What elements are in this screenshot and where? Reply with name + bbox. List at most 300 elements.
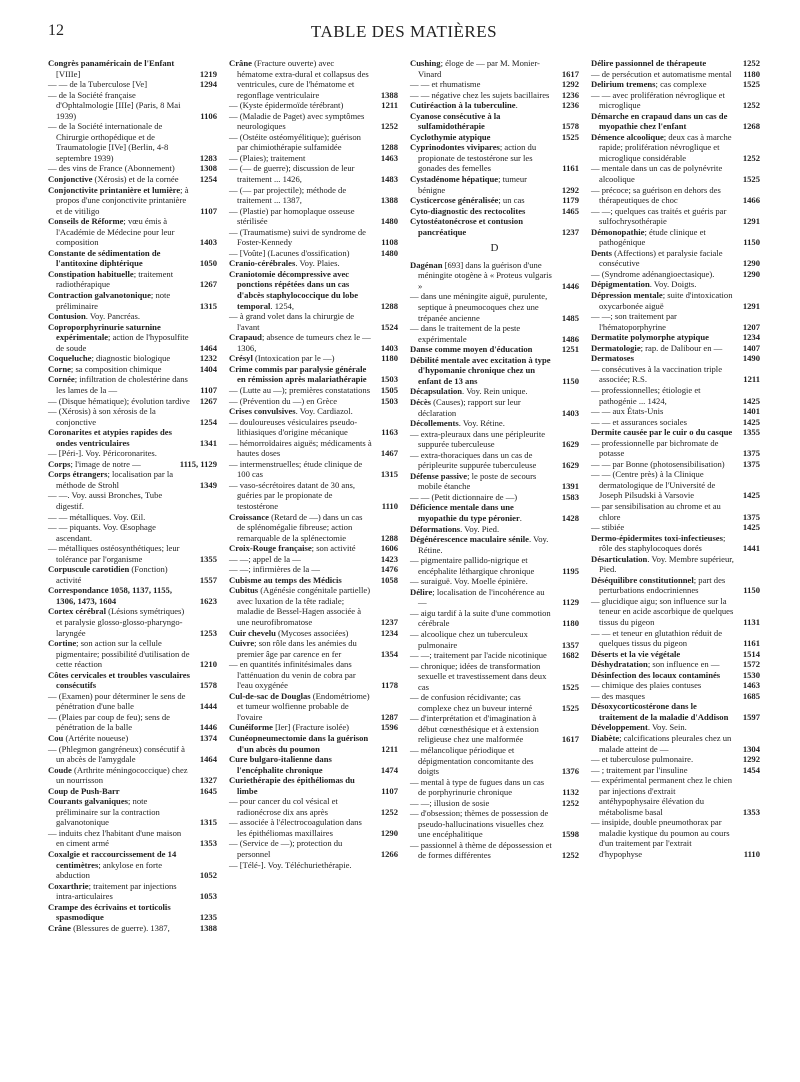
index-entry <box>229 100 398 111</box>
page-ref: 1376 <box>561 766 579 777</box>
entry-text: — ; traitement par l'insuline <box>591 764 688 775</box>
entry-text: — consécutives à la vaccination triple associée; R.S. <box>591 363 723 385</box>
page-ref: 1441 <box>742 543 760 554</box>
page-ref: 1425 <box>742 490 760 501</box>
index-entry <box>410 576 579 587</box>
page-ref: 1294 <box>199 79 217 90</box>
entry-text: — pigmentaire pallido-nigrique et encéphalite léthargique chronique <box>410 555 535 576</box>
index-entry <box>229 111 398 132</box>
page-ref: 1645 <box>199 785 217 796</box>
entry-text: — pour cancer du col vésical et radionécrose dix ans après <box>229 796 338 817</box>
entry-text: Désinfection des locaux contaminés <box>591 669 721 680</box>
entry-text: — extra-pleuraux dans une péripleurite suppurée tuberculeuse <box>410 428 546 450</box>
entry-text: Cunéiforme [Ier] (Fracture isolée) <box>229 722 350 733</box>
entry-text: — (Plaies par coup de feu); sens de pénétration de la balle <box>48 711 170 733</box>
page-ref: 1106 <box>200 110 217 121</box>
entry-text: — et tuberculose pulmonaire. <box>591 754 694 765</box>
entry-text: Conjonctivite printanière et lumière; à propos d'une conjonctivite printanière et de vitiligo <box>48 184 189 216</box>
index-entry <box>48 522 217 543</box>
entry-text: Dermatite polymorphe atypique <box>591 332 709 343</box>
index-entry <box>410 386 579 397</box>
entry-text: — [Voûte] (Lacunes d'ossification) <box>229 247 350 258</box>
page-ref: 1476 <box>380 564 398 575</box>
entry-text: — — et rhumatisme <box>410 79 481 90</box>
index-entry <box>591 733 760 754</box>
entry-text: Coude (Arthrite méningococcique) chez un nourrisson <box>48 764 188 786</box>
page-ref: 1407 <box>742 342 760 353</box>
entry-text: Conjonctive (Xérosis) et de la cornée <box>48 174 179 185</box>
entry-text: — des masques <box>591 690 645 701</box>
page-ref: 1267 <box>199 279 217 290</box>
index-entry <box>229 269 398 311</box>
page-title: TABLE DES MATIÈRES <box>310 22 498 41</box>
index-entry <box>229 132 398 153</box>
entry-text: Dégénérescence maculaire sénile. Voy. Rétine. <box>410 534 549 555</box>
index-entry <box>48 374 217 395</box>
index-entry <box>591 69 760 80</box>
entry-text: Crâne (Blessures de guerre). 1387, <box>48 922 170 933</box>
page-ref: 1572 <box>742 659 760 670</box>
page-ref: 1425 <box>742 522 760 533</box>
entry-text: — vaso-sécrétoires datant de 30 ans, guéries par le propionate de testostérone <box>229 479 355 511</box>
index-entry <box>229 585 398 627</box>
page-ref: 1401 <box>742 406 760 417</box>
page-ref: 1052 <box>199 870 217 881</box>
index-entry <box>229 860 398 871</box>
entry-text: Delirium tremens; cas complexe <box>591 79 707 90</box>
page-ref: 1428 <box>561 512 579 523</box>
index-entry <box>229 406 398 417</box>
page-ref: 1474 <box>380 764 398 775</box>
page-ref: 1252 <box>561 797 579 808</box>
page-ref: 1252 <box>561 850 579 861</box>
index-entry <box>48 512 217 523</box>
page-ref: 1236 <box>561 100 579 111</box>
index-entry <box>591 332 760 343</box>
index-entry <box>229 163 398 184</box>
index-entry <box>591 754 760 765</box>
index-entry <box>410 100 579 111</box>
entry-text: — (Service de —); protection du personnel <box>229 838 343 860</box>
page-ref: 1403 <box>380 342 398 353</box>
page-ref: 1480 <box>380 216 398 227</box>
page-ref: 1480 <box>380 247 398 258</box>
index-entry <box>48 564 217 585</box>
page-ref: 1254 <box>199 416 217 427</box>
entry-text: Correspondance 1058, 1137, 1155, 1306, 1473, 1604 <box>48 585 172 606</box>
entry-text: Constipation habituelle; traitement radiothérapique <box>48 268 174 290</box>
entry-text: Crésyl (Intoxication par le —) <box>229 353 335 364</box>
entry-text: — professionnelles; étiologie et pathogénie ... 1424, <box>591 384 701 406</box>
index-entry <box>229 480 398 512</box>
index-entry <box>48 459 217 470</box>
entry-text: Décès (Causes); rapport sur leur déclaration <box>410 396 521 418</box>
index-entry <box>591 533 760 554</box>
page-ref: 1291 <box>742 216 760 227</box>
entry-text: Côtes cervicales et troubles vasculaires consécutifs <box>48 669 190 691</box>
page-ref: 1107 <box>200 205 217 216</box>
entry-text: — —; traitement par l'acide nicotinique <box>410 650 547 661</box>
entry-text: — chronique; idées de transformation sexuelle et travestissement dans deux cas <box>410 660 547 692</box>
index-entry <box>410 355 579 387</box>
entry-text: Coxalgie et raccourcissement de 14 centimètres; ankylose en forte abduction <box>48 849 177 881</box>
page-ref: 1578 <box>561 121 579 132</box>
section-letter: D <box>490 242 499 255</box>
page-ref: 1292 <box>561 184 579 195</box>
index-entry <box>591 290 760 311</box>
page-header <box>48 22 760 46</box>
index-entry <box>410 206 579 217</box>
index-entry <box>591 817 760 859</box>
page-ref: 1375 <box>742 458 760 469</box>
index-entry <box>48 796 217 828</box>
index-entry <box>48 902 217 923</box>
index-entry <box>591 58 760 69</box>
page-ref: 1578 <box>199 680 217 691</box>
page-ref: 1375 <box>742 448 760 459</box>
index-entry <box>410 90 579 101</box>
page-ref: 1180 <box>381 353 398 364</box>
page-ref: 1598 <box>561 829 579 840</box>
page-ref: 1163 <box>381 427 398 438</box>
index-column-2 <box>229 58 398 933</box>
entry-text: — —; appel de la — <box>229 553 301 564</box>
index-entry <box>591 406 760 417</box>
page-ref: 1115, 1129 <box>179 458 217 469</box>
page-ref: 1583 <box>561 491 579 502</box>
index-entry <box>591 659 760 670</box>
page-ref: 1525 <box>742 174 760 185</box>
page-ref: 1161 <box>562 163 579 174</box>
index-entry <box>591 111 760 132</box>
page-ref: 1237 <box>380 616 398 627</box>
index-entry <box>229 185 398 206</box>
page-ref: 1219 <box>199 68 217 79</box>
index-entry <box>591 353 760 364</box>
entry-text: — (Xérosis) à son xérosis de la conjonctive <box>48 406 156 427</box>
page-ref: 1353 <box>199 838 217 849</box>
page-ref: 1404 <box>199 363 217 374</box>
page-ref: 1425 <box>742 416 760 427</box>
entry-text: — (Syndrome adénangioectasique). <box>591 268 715 279</box>
index-entry <box>48 269 217 290</box>
index-entry <box>410 808 579 840</box>
entry-text: Diabète; calcifications pleurales chez un malade atteint de — <box>591 733 732 754</box>
entry-text: Cubitus (Agénésie congénitale partielle) avec luxation de la tête radiale; maladie de Bessel-Hagen associée à une neurofibromatose <box>229 585 371 627</box>
index-entry <box>48 79 217 90</box>
index-entry <box>591 459 760 470</box>
entry-text: Contusion. Voy. Pancréas. <box>48 311 140 322</box>
index-entry <box>410 142 579 174</box>
page-ref: 1290 <box>380 827 398 838</box>
entry-text: — de la Société française d'Ophtalmologie [IIIe] (Paris, 8 Mai 1939) <box>48 89 181 121</box>
index-entry <box>410 216 579 237</box>
entry-text: — douloureuses vésiculaires pseudo-lithiasiques d'origine mécanique <box>229 416 358 438</box>
page-ref: 1557 <box>199 574 217 585</box>
page-ref: 1110 <box>743 849 760 860</box>
entry-text: — (Plaies); traitement <box>229 152 306 163</box>
entry-text: — [Péri-]. Voy. Péricoronarites. <box>48 448 157 459</box>
page-ref: 1466 <box>742 195 760 206</box>
page-ref: 1131 <box>743 616 760 627</box>
page-ref: 1525 <box>561 681 579 692</box>
page-ref: 1388 <box>199 922 217 933</box>
page-ref: 1292 <box>561 79 579 90</box>
index-entry <box>591 670 760 681</box>
index-entry <box>591 279 760 290</box>
entry-text: — (Plastie) par homoplaque osseuse stérilisée <box>229 205 355 227</box>
entry-text: — — piquants. Voy. Œsophage ascendant. <box>48 522 156 543</box>
index-entry <box>591 343 760 354</box>
page-ref: 1178 <box>381 680 398 691</box>
page-ref: 1053 <box>199 891 217 902</box>
entry-text: — hémorroïdaires aiguës; médicaments à hautes doses <box>229 437 372 459</box>
index-entry <box>410 174 579 195</box>
entry-text: — précoce; sa guérison en dehors des thérapeutiques de choc <box>591 184 721 206</box>
index-entry <box>48 828 217 849</box>
entry-text: Conseils de Réforme; vœu émis à l'Académie de Médecine pour leur composition <box>48 216 175 248</box>
page-ref: 1341 <box>199 437 217 448</box>
entry-text: — [Télé-]. Voy. Téléchuriethérapie. <box>229 859 352 870</box>
entry-text: Décapsulation. Voy. Rein unique. <box>410 386 528 397</box>
page-ref: 1503 <box>380 395 398 406</box>
page-ref: 1129 <box>562 597 579 608</box>
entry-text: Cutiréaction à la tuberculine. <box>410 100 518 111</box>
index-entry <box>48 121 217 163</box>
entry-text: — alcoolique chez un tuberculeux pulmonaire <box>410 628 528 650</box>
page-ref: 1524 <box>380 321 398 332</box>
entry-text: Dermatoses <box>591 353 634 364</box>
page-ref: 1150 <box>743 585 760 596</box>
entry-text: Désarticulation. Voy. Membre supérieur, Pied. <box>591 553 734 575</box>
index-entry <box>591 680 760 691</box>
entry-text: Croissance (Retard de —) dans un cas de splénomégalie fibreuse; action remarquable de la splénectomie <box>229 511 363 543</box>
page-ref: 1108 <box>381 237 398 248</box>
entry-text: Cubisme au temps des Médicis <box>229 574 342 585</box>
index-entry <box>229 311 398 332</box>
page-ref: 1682 <box>561 650 579 661</box>
entry-text: — associée à l'électrocoagulation dans les épithéliomas maxillaires <box>229 817 362 838</box>
entry-text: Danse comme moyen d'éducation <box>410 344 533 355</box>
page-ref: 1058 <box>380 574 398 585</box>
page-ref: 1374 <box>199 733 217 743</box>
page-ref: 1315 <box>380 469 398 480</box>
entry-text: — (Maladie de Paget) avec symptômes neurologiques <box>229 110 365 132</box>
index-entry <box>48 786 217 797</box>
entry-text: — (— de guerre); discussion de leur traitement ... 1426, <box>229 163 355 185</box>
index-entry <box>229 564 398 575</box>
page-ref: 1211 <box>743 374 760 385</box>
index-entry <box>410 450 579 471</box>
entry-text: — (Ostéite ostéomyélitique); guérison par chimiothérapie sulfamidée <box>229 131 361 153</box>
entry-text: Délire passionnel de thérapeute <box>591 58 707 68</box>
entry-text: — (— par projectile); méthode de traitement ... 1387, <box>229 184 347 206</box>
index-entry <box>229 628 398 639</box>
page-ref: 1505 <box>380 384 398 395</box>
entry-text: — (Examen) pour déterminer le sens de pénétration d'une balle <box>48 690 186 712</box>
entry-text: Démonopathie; étude clinique et pathogénique <box>591 226 706 248</box>
index-entry <box>410 397 579 418</box>
index-entry <box>229 775 398 796</box>
index-entry <box>410 650 579 661</box>
page-ref: 1485 <box>561 312 579 323</box>
index-entry <box>48 765 217 786</box>
index-entry <box>48 248 217 269</box>
index-entry <box>48 585 217 606</box>
index-entry <box>48 733 217 744</box>
index-entry <box>48 90 217 122</box>
page-ref: 1354 <box>380 648 398 659</box>
entry-text: — suraiguë. Voy. Moelle épinière. <box>410 576 528 587</box>
index-entry <box>48 469 217 490</box>
index-entry <box>410 418 579 429</box>
entry-text: Cuivre; son rôle dans les anémies du premier âge par carence en fer <box>229 638 357 659</box>
entry-text: — mental à type de fugues dans un cas de porphyrinurie chronique <box>410 776 545 798</box>
entry-text: — intermenstruelles; étude clinique de 100 cas <box>229 458 363 480</box>
index-entry <box>48 670 217 691</box>
entry-text: Crime commis par paralysie générale en rémission après malariathérapie <box>229 363 367 385</box>
index-entry <box>48 448 217 459</box>
index-entry <box>48 543 217 564</box>
page-ref: 1292 <box>742 754 760 765</box>
index-entry <box>48 396 217 407</box>
entry-text: Développement. Voy. Sein. <box>591 722 687 733</box>
entry-text: — de confusion récidivante; cas complexe chez un buveur interné <box>410 692 533 713</box>
entry-text: — induits chez l'habitant d'une maison en ciment armé <box>48 827 182 849</box>
page-ref: 1388 <box>380 89 398 100</box>
index-entry <box>410 132 579 143</box>
entry-text: — (Kyste épidermoïde térébrant) <box>229 100 344 111</box>
entry-text: Déséquilibre constitutionnel; part des perturbations endocriniennes <box>591 574 726 596</box>
index-entry <box>591 206 760 227</box>
index-entry <box>229 575 398 586</box>
page-ref: 1446 <box>199 722 217 733</box>
entry-text: — passionnel à thème de dépossession et de formes différentes <box>410 839 552 861</box>
entry-text: — d'obsession; thèmes de possession de pseudo-hallucinations visuelles chez une encéphalitique <box>410 808 549 840</box>
entry-text: — de la Société internationale de Chirurgie orthopédique et de Traumatologie [IVe] (Berlin, 4-8 septembre 1939) <box>48 121 169 163</box>
entry-text: — —; son traitement par l'hématoporphyrine <box>591 311 677 332</box>
index-entry <box>591 364 760 385</box>
index-entry <box>229 385 398 396</box>
entry-text: — d'interprétation et d'imagination à début cœnesthésique et à extension religieuse chez une malformée <box>410 713 539 745</box>
page-ref: 1290 <box>742 268 760 279</box>
entry-text: — — avec prolifération névroglique et microglique <box>591 89 725 111</box>
index-entry <box>48 638 217 670</box>
entry-text: Défense passive; le poste de secours mobile étanche <box>410 470 537 492</box>
entry-text: Corne; sa composition chimique <box>48 363 162 374</box>
entry-text: Cunéopneumectomie dans la guérison d'un abcès du poumon <box>229 733 369 754</box>
index-entry <box>48 364 217 375</box>
entry-text: Démence alcoolique; deux cas à marche rapide; prolifération névroglique et microglique considérable <box>591 131 732 163</box>
index-entry <box>410 260 579 292</box>
index-entry <box>591 438 760 459</box>
page-ref: 1107 <box>200 384 217 395</box>
entry-text: — (Traumatisme) suivi de syndrome de Foster-Kennedy <box>229 226 366 248</box>
entry-text: Corpuscule carotidien (Fonction) activité <box>48 564 168 585</box>
index-column-1 <box>48 58 217 933</box>
index-entry <box>229 258 398 269</box>
entry-text: — (Prévention du —) en Grèce <box>229 395 338 406</box>
page-ref: 1107 <box>381 785 398 796</box>
page-ref: 1207 <box>742 321 760 332</box>
page-ref: 1464 <box>199 754 217 765</box>
entry-text: Déficience mentale dans une myopathie du type péronier. <box>410 502 522 523</box>
index-entry <box>591 575 760 596</box>
entry-text: Dermatologie; rap. de Dalibour en — <box>591 342 723 353</box>
entry-text: Crâne (Fracture ouverte) avec hématome extra-dural et collapsus des ventricules, cure de l'hématome et regonflage ventriculaire <box>229 58 369 100</box>
entry-text: Crapaud; absence de tumeurs chez le — 1306, <box>229 332 371 353</box>
entry-text: Déshydratation; son influence en — <box>591 659 720 670</box>
page-ref: 1454 <box>742 764 760 775</box>
entry-text: Contraction galvanotonique; note préliminaire <box>48 290 171 311</box>
page-ref: 1195 <box>562 565 579 576</box>
page-ref: 1254 <box>199 174 217 185</box>
index-entry <box>591 311 760 332</box>
entry-text: Cranio-cérébrales. Voy. Plaies. <box>229 258 340 269</box>
page-ref: 1463 <box>742 680 760 691</box>
page-ref: 1234 <box>380 627 398 638</box>
entry-text: Croix-Rouge française; son activité <box>229 543 356 554</box>
entry-text: Délire; localisation de l'incohérence au — <box>410 586 545 608</box>
entry-text: Cyto-diagnostic des rectocolites <box>410 205 526 216</box>
entry-text: — dans le traitement de la peste expérimentale <box>410 323 521 344</box>
entry-text: Curiethérapie des épithéliomas du limbe <box>229 775 355 796</box>
entry-text: Cysticercose généralisée; un cas <box>410 195 525 206</box>
index-entry <box>410 587 579 608</box>
entry-text: — —; infirmières de la — <box>229 564 320 575</box>
entry-text: — mentale dans un cas de polynévrite alcoolique <box>591 163 723 185</box>
index-entry <box>410 492 579 503</box>
index-entry <box>229 796 398 817</box>
page-ref: 1355 <box>199 553 217 564</box>
page-ref: 1423 <box>380 553 398 564</box>
entry-text: Désoxycorticostérone dans le traitement de la maladie d'Addison <box>591 701 729 722</box>
page-ref: 1287 <box>380 711 398 722</box>
page-ref: 1349 <box>199 479 217 490</box>
index-entry <box>48 849 217 881</box>
index-entry <box>48 353 217 364</box>
entry-text: Coqueluche; diagnostic biologique <box>48 353 171 364</box>
index-entry <box>229 153 398 164</box>
page-ref: 1629 <box>561 439 579 450</box>
entry-text: Cystadénome hépatique; tumeur bénigne <box>410 174 527 195</box>
index-entry <box>591 269 760 280</box>
page-ref: 1617 <box>561 734 579 745</box>
page-ref: 1252 <box>742 152 760 163</box>
index-entry <box>48 311 217 322</box>
index-entry <box>229 754 398 775</box>
index-entry <box>410 555 579 576</box>
index-entry <box>229 817 398 838</box>
entry-text: — — (Petit dictionnaire de —) <box>410 491 518 502</box>
entry-text: — professionnelle par bichromate de potasse <box>591 437 719 459</box>
entry-text: Corps; l'image de notre — <box>48 458 141 469</box>
page-ref: 1288 <box>380 142 398 153</box>
page-ref: 1252 <box>380 121 398 132</box>
index-entry <box>591 775 760 817</box>
page-ref: 1253 <box>199 627 217 638</box>
index-entry <box>410 661 579 693</box>
page-ref: 1161 <box>743 638 760 649</box>
entry-text: Craniotomie décompressive avec ponctions répétées dans un cas d'abcès staphylococcique du lobe temporal. 1254, <box>229 268 359 311</box>
page-ref: 1685 <box>742 690 760 701</box>
entry-text: Démarche en crapaud dans un cas de myopathie chez l'enfant <box>591 110 728 132</box>
index-entry <box>229 838 398 859</box>
page-ref: 1315 <box>199 300 217 311</box>
page-ref: 1357 <box>561 639 579 650</box>
entry-text: — métalliques ostéosynthétiques; leur tolérance par l'organisme <box>48 543 180 564</box>
entry-text: — — négative chez les sujets bacillaires <box>410 89 550 100</box>
